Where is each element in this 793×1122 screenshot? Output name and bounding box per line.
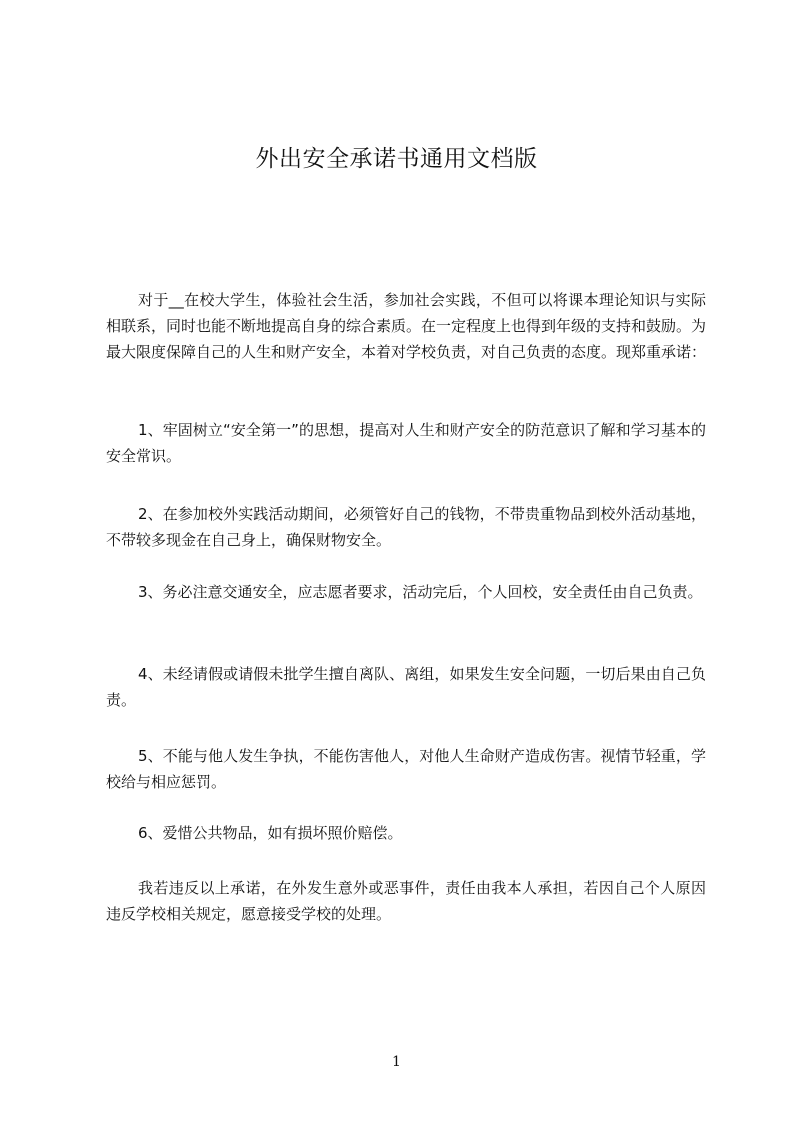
document-title: 外出安全承诺书通用文档版 <box>255 146 538 172</box>
promise-item-1: 1、牢固树立“安全第一”的思想，提高对人生和财产安全的防范意识了解和学习基本的安全常识。 <box>106 421 706 465</box>
promise-item-4: 4、未经请假或请假未批学生擅自离队、离组，如果发生安全问题，一切后果由自己负责。 <box>106 665 706 709</box>
promise-item-5: 5、不能与他人发生争执，不能伤害他人，对他人生命财产造成伤害。视情节轻重，学校给与相应惩罚。 <box>106 747 706 791</box>
promise-item-2: 2、在参加校外实践活动期间，必须管好自己的钱物，不带贵重物品到校外活动基地，不带较多现金在自己身上，确保财物安全。 <box>106 505 706 549</box>
promise-item-6: 6、爱惜公共物品，如有损坏照价赔偿。 <box>138 824 403 842</box>
promise-item-3: 3、务必注意交通安全，应志愿者要求，活动完后，个人回校，安全责任由自己负责。 <box>138 583 703 601</box>
intro-paragraph: 对于__在校大学生，体验社会生活，参加社会实践，不但可以将课本理论知识与实际相联系，同时也能不断地提高自身的综合素质。在一定程度上也得到年级的支持和鼓励。为最大限度保障自己的人生和财产安全，本着对学校负责，对自己负责的态度。现郑重承诺： <box>106 291 707 361</box>
closing-paragraph: 我若违反以上承诺，在外发生意外或恶事件，责任由我本人承担，若因自己个人原因违反学校相关规定，愿意接受学校的处理。 <box>106 879 706 923</box>
page-number: 1 <box>392 1054 401 1070</box>
